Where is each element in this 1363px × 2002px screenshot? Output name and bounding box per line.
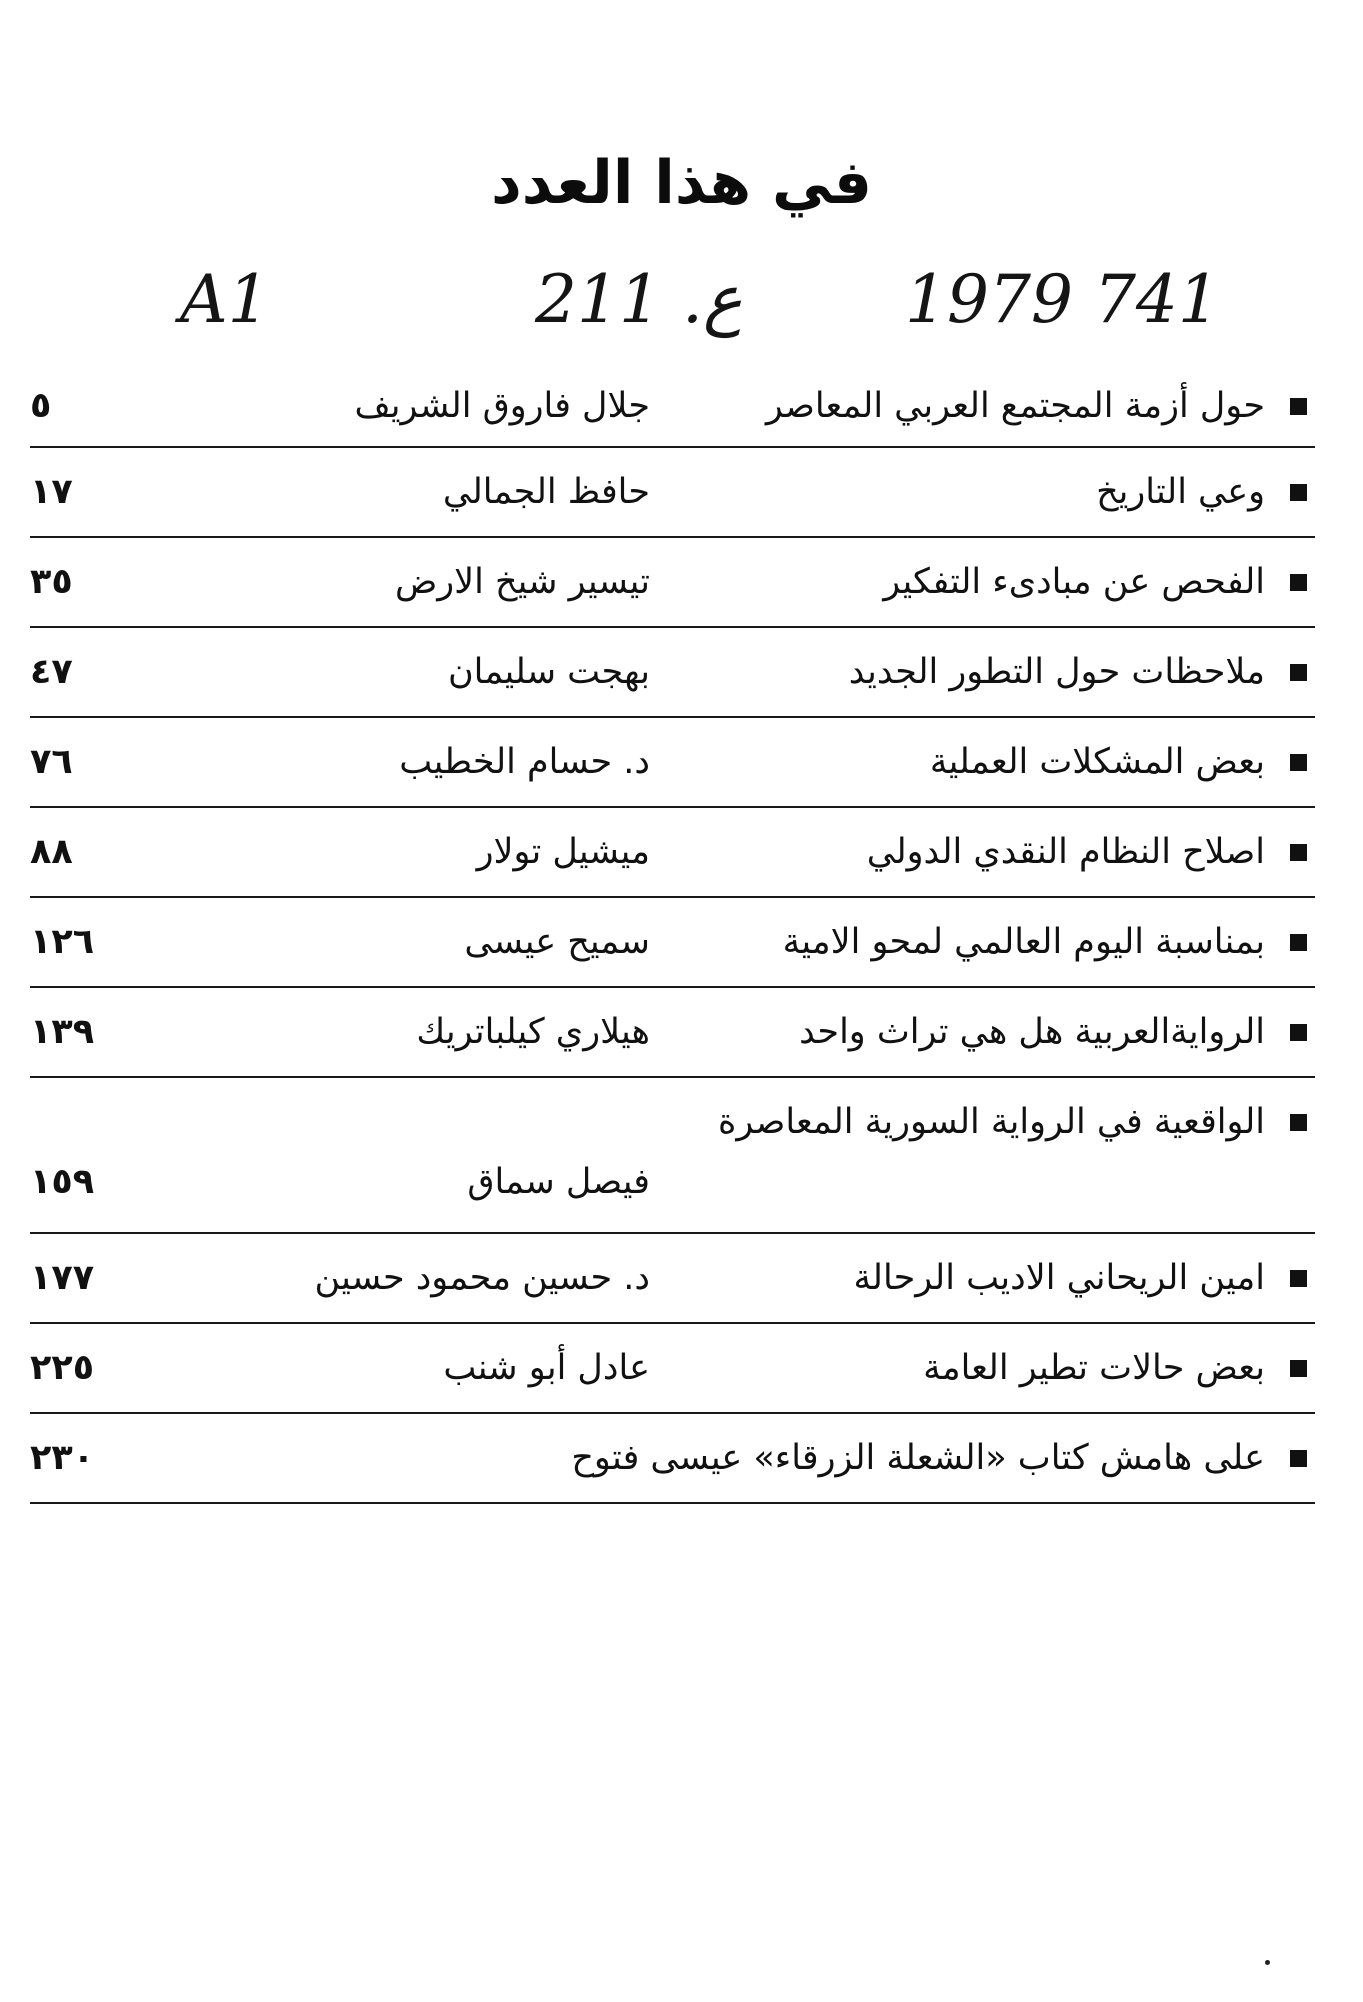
article-title: الواقعية في الرواية السورية المعاصرة: [717, 1102, 1265, 1142]
page-number: ١٥٩: [30, 1162, 95, 1202]
article-author: د. حسين محمود حسين: [314, 1258, 650, 1298]
square-bullet-icon: [1290, 1114, 1307, 1131]
square-bullet-icon: [1290, 484, 1307, 501]
article-title: وعي التاريخ: [1096, 472, 1265, 512]
article-title: الروايةالعربية هل هي تراث واحد: [799, 1012, 1265, 1052]
square-bullet-icon: [1290, 1024, 1307, 1041]
square-bullet-icon: [1290, 1270, 1307, 1287]
table-of-contents: [30, 362, 1315, 1504]
square-bullet-icon: [1290, 1360, 1307, 1377]
toc-entry: [30, 808, 1315, 898]
article-author: جلال فاروق الشريف: [354, 386, 650, 426]
toc-entry: [30, 718, 1315, 808]
page-number: ١٢٦: [30, 922, 95, 962]
article-title: بمناسبة اليوم العالمي لمحو الامية: [782, 922, 1265, 962]
handwritten-note: A1: [180, 261, 270, 338]
article-title: على هامش كتاب «الشعلة الزرقاء» عيسى فتوح: [571, 1438, 1265, 1478]
page-number: ٧٦: [30, 742, 73, 782]
page-number: ١٧٧: [30, 1258, 95, 1298]
toc-entry: [30, 898, 1315, 988]
handwritten-note: 1979 741: [905, 261, 1220, 338]
article-title: اصلاح النظام النقدي الدولي: [866, 832, 1265, 872]
article-author: سميح عيسى: [464, 922, 650, 962]
article-author: ميشيل تولار: [476, 832, 650, 872]
article-title: حول أزمة المجتمع العربي المعاصر: [765, 386, 1265, 426]
article-author: هيلاري كيلباتريك: [416, 1012, 650, 1052]
toc-entry: [30, 1078, 1315, 1234]
article-title: الفحص عن مبادىء التفكير: [883, 562, 1265, 602]
article-author: عادل أبو شنب: [443, 1348, 650, 1388]
handwritten-note: 211 .ع: [535, 261, 743, 338]
article-author: د. حسام الخطيب: [399, 742, 650, 782]
toc-entry: [30, 362, 1315, 448]
square-bullet-icon: [1290, 934, 1307, 951]
page-number: ١٣٩: [30, 1012, 95, 1052]
toc-entry: [30, 628, 1315, 718]
square-bullet-icon: [1290, 844, 1307, 861]
article-author: تيسير شيخ الارض: [394, 562, 650, 602]
square-bullet-icon: [1290, 574, 1307, 591]
article-title: بعض المشكلات العملية: [929, 742, 1265, 782]
toc-entry: [30, 538, 1315, 628]
square-bullet-icon: [1290, 398, 1307, 415]
square-bullet-icon: [1290, 1450, 1307, 1467]
ink-speck: [1265, 1960, 1270, 1965]
article-author: فيصل سماق: [467, 1162, 650, 1202]
page-number: ٨٨: [30, 832, 73, 872]
article-title: بعض حالات تطير العامة: [923, 1348, 1265, 1388]
page-number: ٥: [30, 386, 52, 426]
article-title: ملاحظات حول التطور الجديد: [848, 652, 1265, 692]
square-bullet-icon: [1290, 664, 1307, 681]
toc-entry: [30, 1234, 1315, 1324]
toc-entry: [30, 448, 1315, 538]
toc-entry: [30, 1324, 1315, 1414]
page-number: ١٧: [30, 472, 73, 512]
toc-entry: [30, 988, 1315, 1078]
article-author: حافظ الجمالي: [442, 472, 650, 512]
square-bullet-icon: [1290, 754, 1307, 771]
article-title: امين الريحاني الاديب الرحالة: [853, 1258, 1265, 1298]
page-number: ٢٢٥: [30, 1348, 95, 1388]
toc-entry: [30, 1414, 1315, 1504]
page-number: ٢٣٠: [30, 1438, 95, 1478]
page-title: في هذا العدد: [490, 148, 872, 218]
article-author: بهجت سليمان: [447, 652, 650, 692]
page-number: ٤٧: [30, 652, 73, 692]
page-number: ٣٥: [30, 562, 73, 602]
